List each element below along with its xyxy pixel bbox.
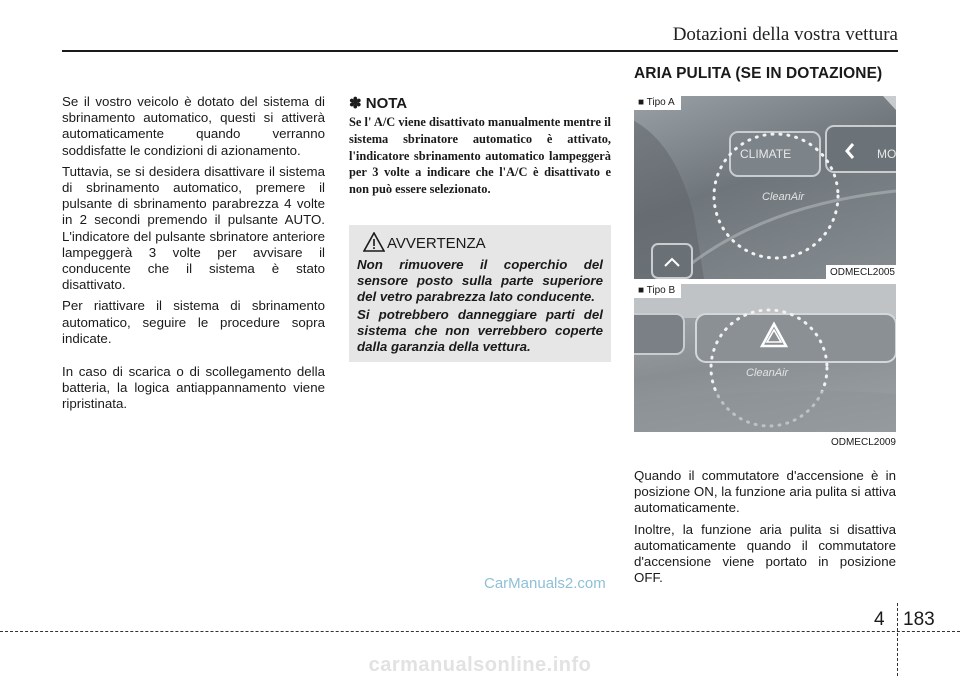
warning-paragraph: Si potrebbero danneggiare parti del sistema che non verrebbero coperte dalla garanzia della vettura. bbox=[357, 307, 603, 355]
paragraph: Se il vostro veicolo è dotato del sistema di sbrinamento automatico, questi si attiverà automaticamente quando verranno soddisfatte le condizioni di azionamento. bbox=[62, 94, 325, 158]
figure-type-a bbox=[634, 96, 896, 279]
figure-code-row bbox=[634, 432, 896, 454]
warning-paragraph: Non rimuovere il coperchio del sensore posto sulla parte superiore del vetro parabrezza lato conducente. bbox=[357, 257, 603, 305]
nota-body: Se l' A/C viene disattivato manualmente mentre il sistema sbrinatore automatico è attivato, l'indicatore sbrinamento automatico lampeggerà per 3 volte a indicare che l'A/C è disattivato e non può essere selezionato. bbox=[349, 115, 611, 197]
paragraph: Quando il commutatore d'accensione è in posizione ON, la funzione aria pulita si attiva automaticamente. bbox=[634, 468, 896, 516]
nota-title: ✽ NOTA bbox=[349, 95, 408, 112]
warning-box bbox=[349, 225, 611, 362]
chapter-number: 4 bbox=[874, 609, 885, 630]
figure-code: ODMECL2009 bbox=[830, 437, 896, 448]
paragraph: Tuttavia, se si desidera disattivare il sistema di sbrinamento automatico, premere il pulsante di sbrinamento parabrezza 4 volte in 2 secondi premendo il pulsante AUTO. L'indicatore del pulsante sbrinatore anteriore lampeggerà 3 volte per avvisare il conducente che il sistema è stato disattivato. bbox=[62, 163, 325, 293]
site-watermark: carmanualsonline.info bbox=[368, 654, 592, 676]
figure-label: ■ Tipo A bbox=[634, 96, 681, 110]
hazard-panel-illustration bbox=[634, 284, 896, 432]
section-title: ARIA PULITA (SE IN DOTAZIONE) bbox=[634, 65, 883, 82]
svg-text:CleanAir: CleanAir bbox=[746, 367, 789, 379]
page-number: 183 bbox=[903, 609, 935, 630]
svg-text:CleanAir: CleanAir bbox=[762, 191, 805, 203]
footer-rule bbox=[0, 631, 960, 632]
figure-code: ODMECL2005 bbox=[826, 265, 896, 279]
watermark-link[interactable]: CarManuals2.com bbox=[484, 575, 606, 592]
paragraph: In caso di scarica o di scollegamento della batteria, la logica antiappannamento viene ripristinata. bbox=[62, 364, 325, 412]
figure-type-b bbox=[634, 284, 896, 432]
left-column bbox=[62, 94, 325, 418]
climate-panel-illustration bbox=[634, 96, 896, 279]
svg-text:CLIMATE: CLIMATE bbox=[740, 147, 792, 161]
header-rule bbox=[62, 50, 898, 52]
warning-triangle-icon bbox=[363, 232, 385, 252]
warning-title: AVVERTENZA bbox=[387, 235, 486, 252]
right-column bbox=[634, 468, 896, 591]
paragraph: Inoltre, la funzione aria pulita si disattiva automaticamente quando il commutatore d'accensione viene portato in posizione OFF. bbox=[634, 521, 896, 586]
figure-label: ■ Tipo B bbox=[634, 284, 681, 298]
paragraph: Per riattivare il sistema di sbrinamento automatico, seguire le procedure sopra indicate. bbox=[62, 298, 325, 346]
running-header: Dotazioni della vostra vettura bbox=[672, 24, 898, 45]
svg-text:MO: MO bbox=[877, 147, 896, 161]
